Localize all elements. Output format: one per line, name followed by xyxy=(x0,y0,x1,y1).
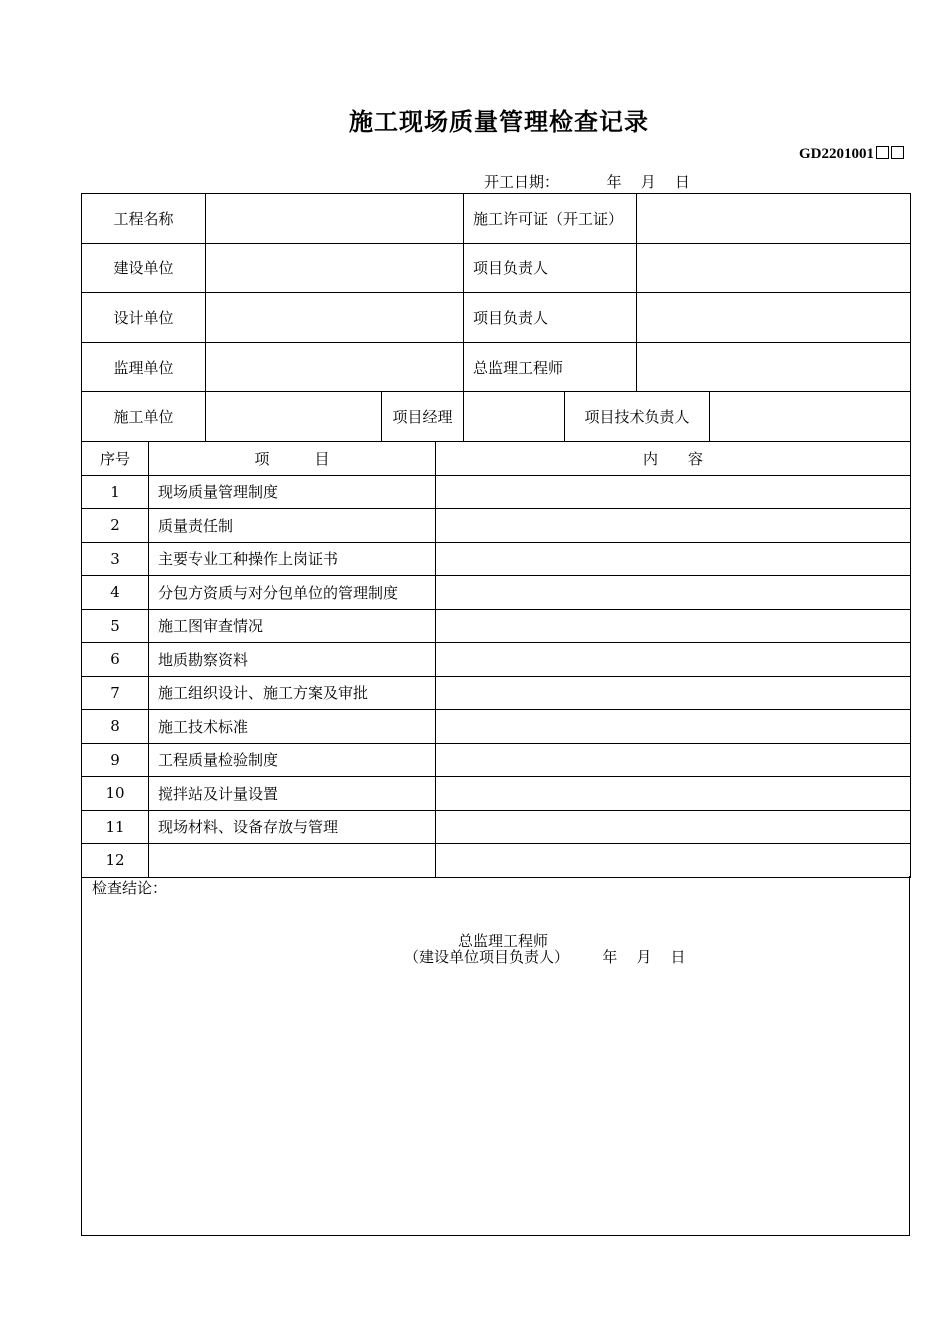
header-content: 内 容 xyxy=(436,442,911,476)
row-item: 地质勘察资料 xyxy=(149,643,436,677)
table-row xyxy=(82,643,911,677)
row-content[interactable] xyxy=(436,710,911,744)
project-name-field[interactable] xyxy=(206,194,464,244)
conclusion-signer-alt: （建设单位项目负责人） 年 月 日 xyxy=(404,948,686,966)
row-content[interactable] xyxy=(436,743,911,777)
page-title: 施工现场质量管理检查记录 xyxy=(349,107,649,136)
row-item: 分包方资质与对分包单位的管理制度 xyxy=(149,576,436,610)
row-content[interactable] xyxy=(436,509,911,543)
row-item: 搅拌站及计量设置 xyxy=(149,777,436,811)
project-manager-label: 项目经理 xyxy=(382,392,464,442)
designer-field[interactable] xyxy=(206,293,464,343)
row-content[interactable] xyxy=(436,676,911,710)
row-no: 3 xyxy=(82,542,149,576)
row-content[interactable] xyxy=(436,810,911,844)
form-code-text: GD2201001 xyxy=(799,146,874,162)
row-item[interactable] xyxy=(149,844,436,878)
designer-lead-label: 项目负责人 xyxy=(464,293,637,343)
row-no: 5 xyxy=(82,609,149,643)
row-no: 7 xyxy=(82,676,149,710)
row-item: 工程质量检验制度 xyxy=(149,743,436,777)
row-item: 现场质量管理制度 xyxy=(149,475,436,509)
row-no: 6 xyxy=(82,643,149,677)
table-row xyxy=(82,676,911,710)
header-no: 序号 xyxy=(82,442,149,476)
builder-lead-field[interactable] xyxy=(637,243,911,293)
row-no: 1 xyxy=(82,475,149,509)
contractor-field[interactable] xyxy=(206,392,382,442)
header-item: 项 目 xyxy=(149,442,436,476)
start-date: 开工日期： 年 月 日 xyxy=(484,173,690,191)
table-row xyxy=(82,810,911,844)
table-row xyxy=(82,710,911,744)
conclusion-label: 检查结论： xyxy=(92,879,168,897)
project-manager-field[interactable] xyxy=(464,392,565,442)
row-item: 施工图审查情况 xyxy=(149,609,436,643)
table-row xyxy=(82,576,911,610)
row-content[interactable] xyxy=(436,475,911,509)
checkbox-1[interactable] xyxy=(876,146,889,159)
row-item: 施工组织设计、施工方案及审批 xyxy=(149,676,436,710)
row-item: 现场材料、设备存放与管理 xyxy=(149,810,436,844)
designer-label: 设计单位 xyxy=(82,293,206,343)
conclusion-signer: 总监理工程师 xyxy=(458,932,549,950)
table-row xyxy=(82,475,911,509)
row-no: 2 xyxy=(82,509,149,543)
row-no: 12 xyxy=(82,844,149,878)
permit-label: 施工许可证（开工证） xyxy=(464,194,637,244)
table-row xyxy=(82,542,911,576)
tech-lead-field[interactable] xyxy=(710,392,911,442)
designer-lead-field[interactable] xyxy=(637,293,911,343)
builder-field[interactable] xyxy=(206,243,464,293)
table-row xyxy=(82,777,911,811)
tech-lead-label: 项目技术负责人 xyxy=(565,392,710,442)
permit-field[interactable] xyxy=(637,194,911,244)
builder-lead-label: 项目负责人 xyxy=(464,243,637,293)
row-content[interactable] xyxy=(436,777,911,811)
project-info-table xyxy=(81,193,911,442)
table-row xyxy=(82,844,911,878)
contractor-label: 施工单位 xyxy=(82,392,206,442)
table-header-row xyxy=(82,442,911,476)
row-content[interactable] xyxy=(436,576,911,610)
row-no: 11 xyxy=(82,810,149,844)
checkbox-2[interactable] xyxy=(891,146,904,159)
check-items-table xyxy=(81,441,911,878)
row-item: 主要专业工种操作上岗证书 xyxy=(149,542,436,576)
supervisor-label: 监理单位 xyxy=(82,342,206,392)
table-row xyxy=(82,509,911,543)
row-content[interactable] xyxy=(436,609,911,643)
supervisor-field[interactable] xyxy=(206,342,464,392)
row-no: 8 xyxy=(82,710,149,744)
form-code xyxy=(799,146,904,163)
chief-engineer-label: 总监理工程师 xyxy=(464,342,637,392)
builder-label: 建设单位 xyxy=(82,243,206,293)
table-row xyxy=(82,743,911,777)
row-no: 9 xyxy=(82,743,149,777)
project-name-label: 工程名称 xyxy=(82,194,206,244)
chief-engineer-field[interactable] xyxy=(637,342,911,392)
row-content[interactable] xyxy=(436,643,911,677)
row-no: 10 xyxy=(82,777,149,811)
row-item: 施工技术标准 xyxy=(149,710,436,744)
row-content[interactable] xyxy=(436,542,911,576)
row-item: 质量责任制 xyxy=(149,509,436,543)
row-content[interactable] xyxy=(436,844,911,878)
table-row xyxy=(82,609,911,643)
row-no: 4 xyxy=(82,576,149,610)
conclusion-box[interactable] xyxy=(81,876,910,1236)
